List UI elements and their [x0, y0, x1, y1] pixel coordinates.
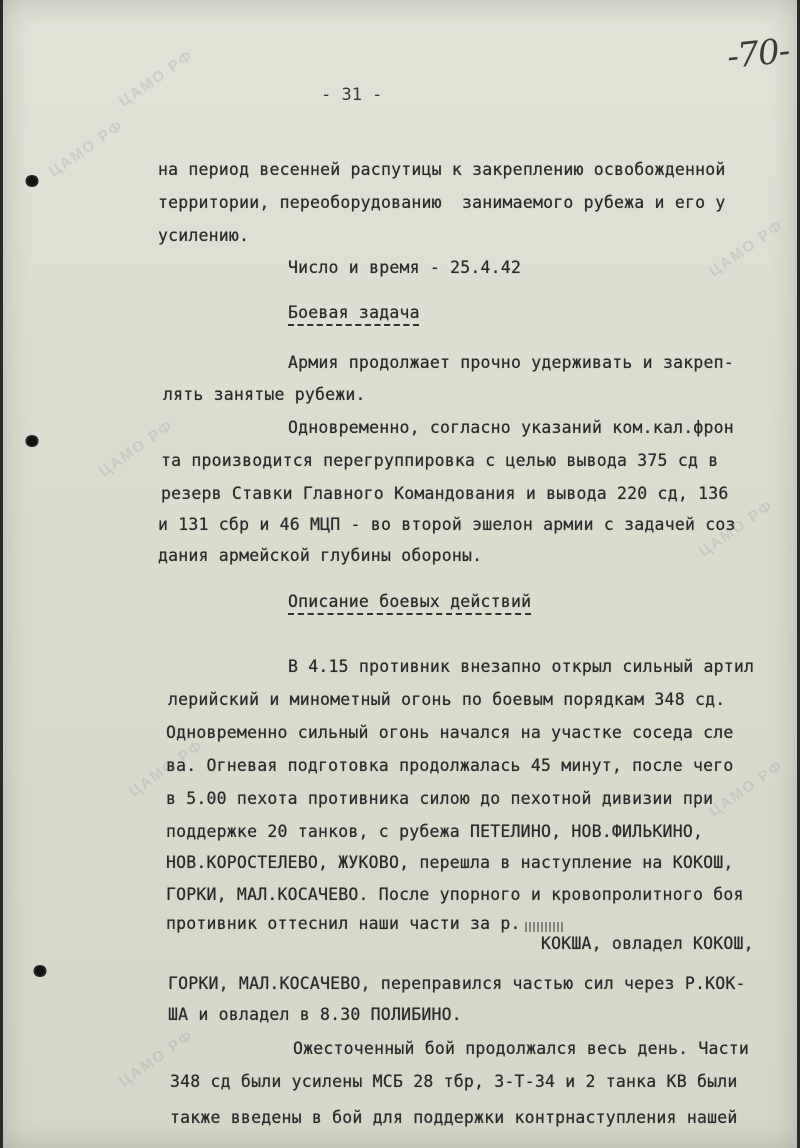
text-line: та производится перегруппировка с целью вывода 375 сд в [161, 451, 719, 470]
text-line: Ожесточенный бой продолжался весь день. Части [293, 1039, 750, 1058]
crossed-out-text [525, 922, 563, 932]
date-line: Число и время - 25.4.42 [288, 258, 522, 277]
text-line: усилению. [158, 226, 250, 245]
punch-hole [25, 175, 39, 187]
text-line: лерийский и минометный огонь по боевым порядкам 348 сд. [168, 690, 726, 709]
watermark: ЦАМО РФ [125, 736, 207, 801]
text-line: Армия продолжает прочно удерживать и закреп- [288, 353, 734, 372]
text-line: ва. Огневая подготовка продолжалась 45 минут, после чего [166, 756, 734, 775]
watermark: ЦАМО РФ [705, 756, 787, 821]
archive-page-number: -70- [725, 30, 792, 78]
punch-hole [33, 965, 47, 977]
text-line: Одновременно, согласно указаний ком.кал.фрон [288, 418, 734, 437]
text-line: также введены в бой для поддержки контрнаступления нашей [170, 1108, 738, 1127]
watermark: ЦАМО РФ [45, 116, 127, 181]
watermark: ЦАМО РФ [95, 416, 177, 481]
text-line: дания армейской глубины обороны. [158, 546, 483, 565]
text-line: ГОРКИ, МАЛ.КОСАЧЕВО, переправился частью сил через Р.КОК- [168, 974, 746, 993]
text-line: территории, переоборудованию занимаемого рубежа и его у [158, 193, 726, 212]
text-line: и 131 сбр и 46 МЦП - во второй эшелон армии с задачей соз [158, 515, 736, 534]
document-page [3, 0, 797, 1148]
section-heading: Описание боевых действий [288, 592, 532, 611]
watermark: ЦАМО РФ [705, 216, 787, 281]
text-line: 348 сд были усилены МСБ 28 тбр, 3-Т-34 и 2 танка КВ были [170, 1072, 738, 1091]
watermark: ЦАМО РФ [115, 1026, 197, 1091]
text-line: НОВ.КОРОСТЕЛЕВО, ЖУКОВО, перешла в наступление на КОКОШ, [166, 853, 734, 872]
text-line: противник оттеснил наши части за р. [166, 914, 521, 933]
text-line: Одновременно сильный огонь начался на участке соседа сле [166, 723, 734, 742]
text-line: на период весенней распутицы к закреплению освобожденной [158, 160, 726, 179]
section-heading: Боевая задача [288, 303, 420, 322]
watermark: ЦАМО РФ [115, 46, 197, 111]
text-line: в 5.00 пехота противника силою до пехотной дивизии при [166, 789, 714, 808]
text-line: резерв Ставки Главного Командования и вывода 220 сд, 136 [161, 484, 729, 503]
text-line: поддержке 20 танков, с рубежа ПЕТЕЛИНО, НОВ.ФИЛЬКИНО, [166, 822, 704, 841]
text-line: лять занятые рубежи. [163, 385, 366, 404]
text-line: ГОРКИ, МАЛ.КОСАЧЕВО. После упорного и кровопролитного боя [166, 885, 744, 904]
text-line: ША и овладел в 8.30 ПОЛИБИНО. [168, 1005, 462, 1024]
punch-hole [25, 435, 39, 447]
text-line: В 4.15 противник внезапно открыл сильный артил [288, 657, 755, 676]
page-number: - 31 - [321, 85, 383, 105]
watermark: ЦАМО РФ [695, 496, 777, 561]
inserted-text: КОКША, овладел КОКОШ, [541, 934, 754, 953]
